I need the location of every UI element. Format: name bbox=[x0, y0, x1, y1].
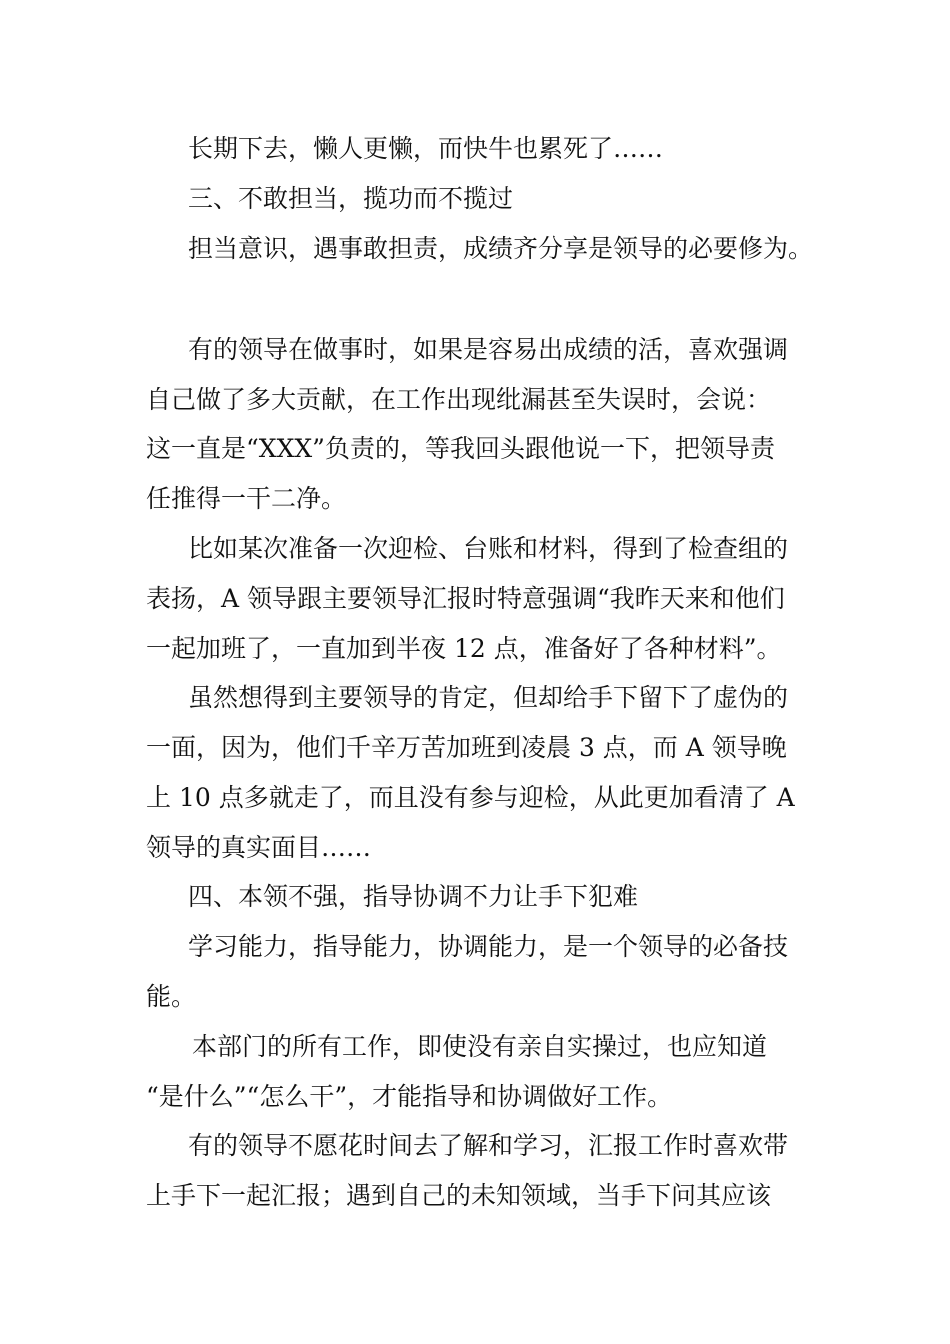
text-line-10: 一起加班了，一直加到半夜 12 点，准备好了各种材料”。 bbox=[146, 634, 782, 663]
text-line-14: 领导的真实面目…… bbox=[146, 833, 372, 862]
text-line-5: 自己做了多大贡献，在工作出现纰漏甚至失误时，会说： bbox=[146, 385, 772, 414]
section-heading-4: 四、本领不强，指导协调不力让手下犯难 bbox=[188, 882, 639, 911]
text-line-3: 担当意识，遇事敢担责，成绩齐分享是领导的必要修为。 bbox=[188, 234, 814, 263]
section-heading-3: 三、不敢担当，揽功而不揽过 bbox=[188, 184, 514, 213]
text-line-1: 长期下去，懒人更懒，而快牛也累死了…… bbox=[188, 134, 664, 163]
text-line-9: 表扬，A 领导跟主要领导汇报时特意强调“我昨天来和他们 bbox=[146, 584, 785, 613]
text-line-19: “是什么”“怎么干”，才能指导和协调做好工作。 bbox=[146, 1082, 673, 1111]
text-line-21: 上手下一起汇报；遇到自己的未知领域，当手下问其应该 bbox=[146, 1181, 772, 1210]
text-line-6: 这一直是“XXX”负责的，等我回头跟他说一下，把领导责 bbox=[146, 434, 775, 463]
text-line-18: 本部门的所有工作，即使没有亲自实操过，也应知道 bbox=[192, 1032, 768, 1061]
text-line-11: 虽然想得到主要领导的肯定，但却给手下留下了虚伪的 bbox=[188, 683, 789, 712]
text-line-13: 上 10 点多就走了，而且没有参与迎检，从此更加看清了 A bbox=[146, 783, 795, 812]
text-line-4: 有的领导在做事时，如果是容易出成绩的活，喜欢强调 bbox=[188, 335, 789, 364]
text-line-17: 能。 bbox=[146, 982, 197, 1011]
text-line-12: 一面，因为，他们千辛万苦加班到凌晨 3 点，而 A 领导晚 bbox=[146, 733, 787, 762]
text-line-20: 有的领导不愿花时间去了解和学习，汇报工作时喜欢带 bbox=[188, 1131, 789, 1160]
text-line-7: 任推得一干二净。 bbox=[146, 484, 347, 513]
text-line-8: 比如某次准备一次迎检、台账和材料，得到了检查组的 bbox=[188, 534, 789, 563]
text-line-16: 学习能力，指导能力，协调能力，是一个领导的必备技 bbox=[188, 932, 789, 961]
